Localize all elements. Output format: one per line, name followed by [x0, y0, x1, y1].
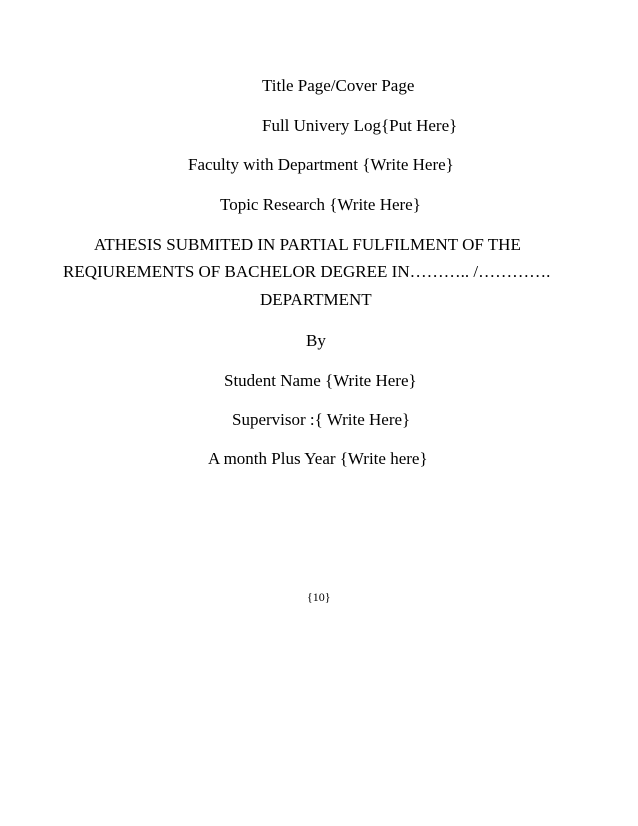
university-logo-placeholder: Full Univery Log{Put Here}	[262, 116, 458, 135]
thesis-statement-line-2: REQIUREMENTS OF BACHELOR DEGREE IN……….. /………….	[63, 262, 551, 281]
supervisor-line: Supervisor :{ Write Here}	[232, 410, 411, 429]
student-name-line: Student Name {Write Here}	[224, 371, 417, 390]
month-year-line: A month Plus Year {Write here}	[208, 449, 428, 468]
research-topic-line: Topic Research {Write Here}	[220, 195, 421, 214]
faculty-department-line: Faculty with Department {Write Here}	[188, 155, 454, 174]
thesis-statement-line-3: DEPARTMENT	[260, 290, 372, 309]
by-label: By	[306, 331, 326, 350]
page-heading: Title Page/Cover Page	[262, 76, 415, 95]
thesis-statement-line-1: ATHESIS SUBMITED IN PARTIAL FULFILMENT OF THE	[94, 235, 521, 254]
page-number: {10}	[307, 590, 331, 604]
